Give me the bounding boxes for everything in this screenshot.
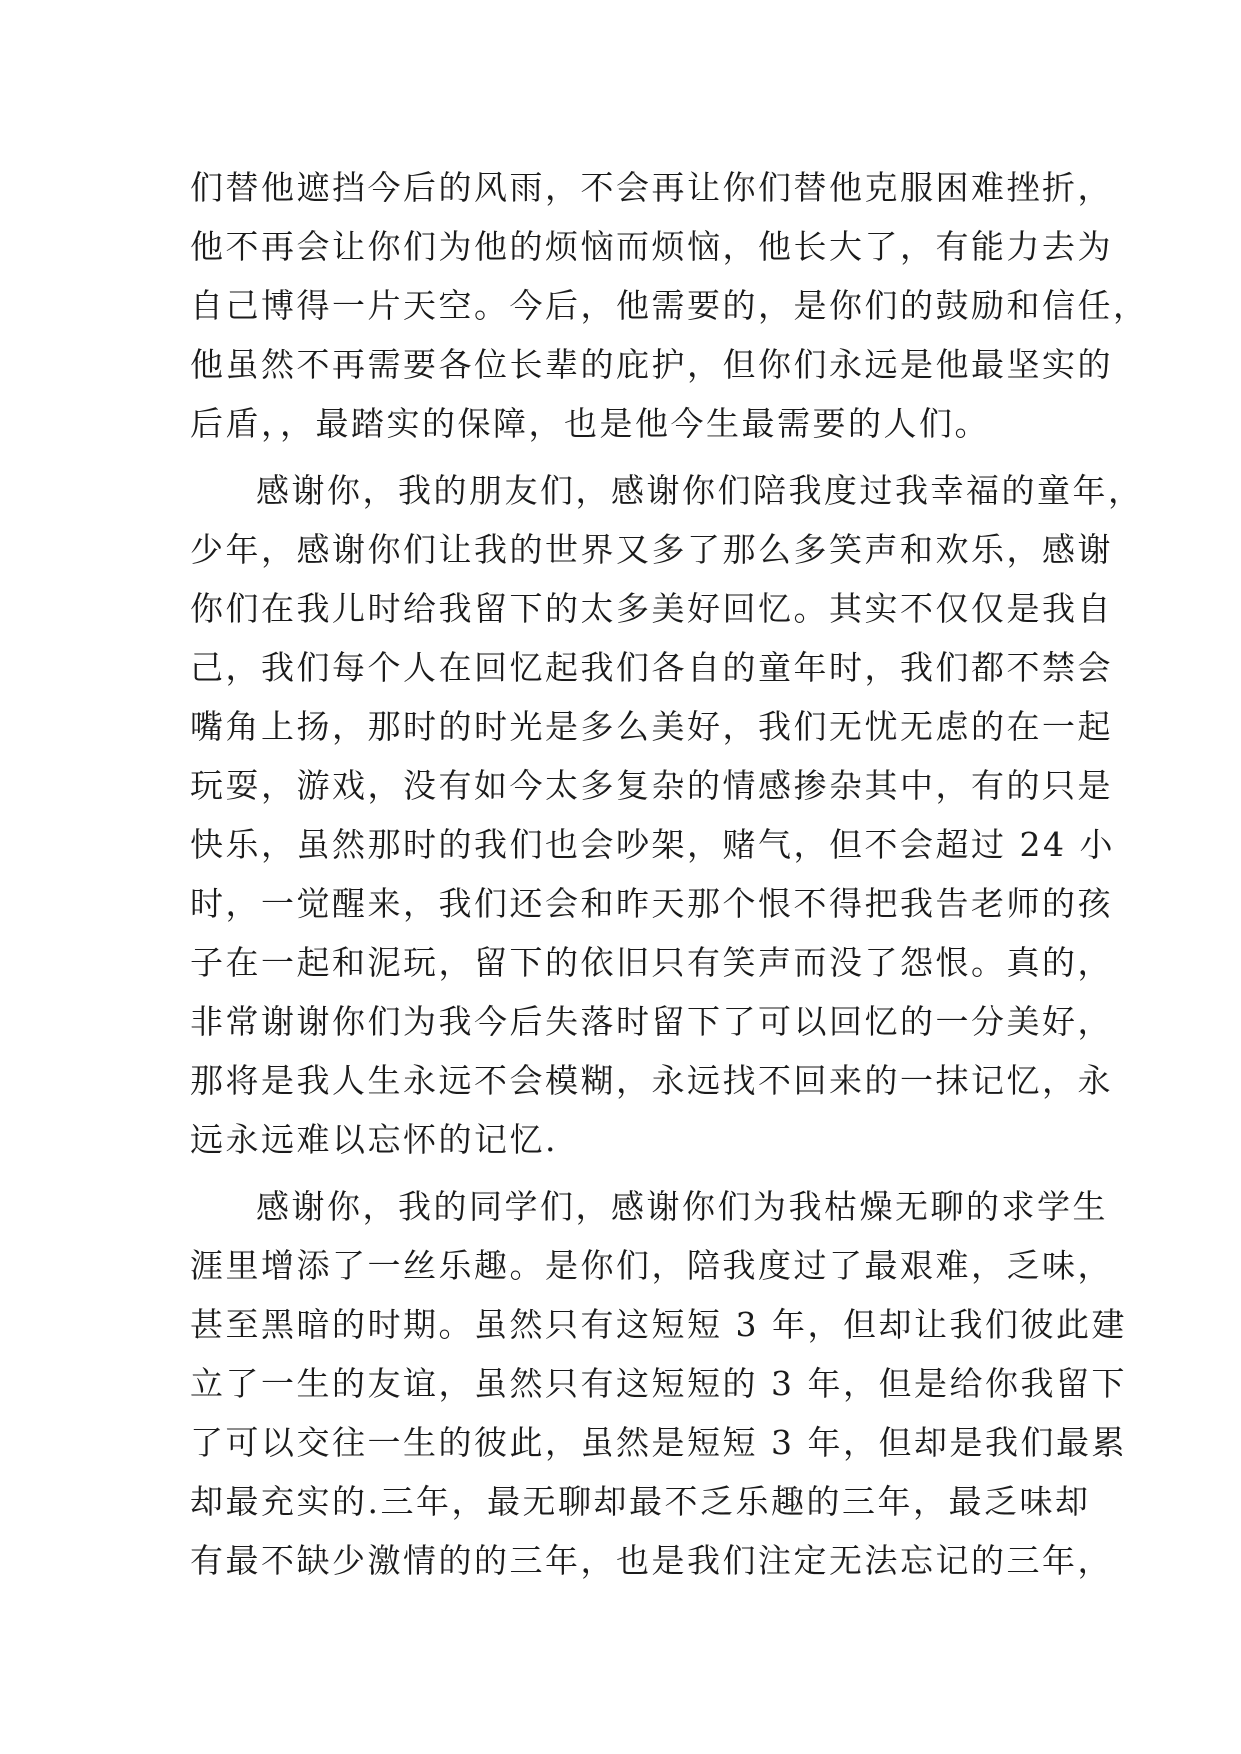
paragraph-line: 玩耍，游戏，没有如今太多复杂的情感掺杂其中，有的只是 <box>190 766 1113 805</box>
paragraph-1 <box>190 158 1149 453</box>
paragraph-line: 了可以交往一生的彼此，虽然是短短 3 年，但却是我们最累 <box>190 1423 1127 1462</box>
paragraph-3 <box>190 1177 1127 1590</box>
paragraph-line: 有最不缺少激情的的三年，也是我们注定无法忘记的三年， <box>190 1541 1113 1580</box>
paragraph-line: 却最充实的.三年，最无聊却最不乏乐趣的三年，最乏味却 <box>190 1482 1091 1521</box>
paragraph-line: 非常谢谢你们为我今后失落时留下了可以回忆的一分美好， <box>190 1002 1113 1041</box>
document-body <box>190 158 1149 1598</box>
paragraph-line: 嘴角上扬，那时的时光是多么美好，我们无忧无虑的在一起 <box>190 707 1113 746</box>
paragraph-line: 自己博得一片天空。今后，他需要的，是你们的鼓励和信任， <box>190 286 1149 325</box>
paragraph-line: 他虽然不再需要各位长辈的庇护，但你们永远是他最坚实的 <box>190 345 1113 384</box>
paragraph-line: 甚至黑暗的时期。虽然只有这短短 3 年，但却让我们彼此建 <box>190 1305 1127 1344</box>
paragraph-line: 立了一生的友谊，虽然只有这短短的 3 年，但是给你我留下 <box>190 1364 1127 1403</box>
paragraph-line: 感谢你，我的朋友们，感谢你们陪我度过我幸福的童年， <box>256 471 1144 510</box>
paragraph-line: 感谢你，我的同学们，感谢你们为我枯燥无聊的求学生 <box>256 1187 1108 1226</box>
paragraph-line: 快乐，虽然那时的我们也会吵架，赌气，但不会超过 24 小 <box>190 825 1115 864</box>
paragraph-line: 子在一起和泥玩，留下的依旧只有笑声而没了怨恨。真的， <box>190 943 1113 982</box>
paragraph-line: 他不再会让你们为他的烦恼而烦恼，他长大了，有能力去为 <box>190 227 1113 266</box>
paragraph-line: 涯里增添了一丝乐趣。是你们，陪我度过了最艰难，乏味， <box>190 1246 1113 1285</box>
paragraph-line: 时，一觉醒来，我们还会和昨天那个恨不得把我告老师的孩 <box>190 884 1113 923</box>
paragraph-line: 远永远难以忘怀的记忆. <box>190 1120 558 1159</box>
paragraph-line: 后盾，，最踏实的保障，也是他今生最需要的人们。 <box>190 404 990 443</box>
paragraph-line: 己，我们每个人在回忆起我们各自的童年时，我们都不禁会 <box>190 648 1113 687</box>
paragraph-line: 你们在我儿时给我留下的太多美好回忆。其实不仅仅是我自 <box>190 589 1113 628</box>
paragraph-line: 那将是我人生永远不会模糊，永远找不回来的一抹记忆，永 <box>190 1061 1113 1100</box>
paragraph-line: 们替他遮挡今后的风雨，不会再让你们替他克服困难挫折， <box>190 168 1113 207</box>
paragraph-2 <box>190 461 1144 1169</box>
paragraph-line: 少年，感谢你们让我的世界又多了那么多笑声和欢乐，感谢 <box>190 530 1113 569</box>
